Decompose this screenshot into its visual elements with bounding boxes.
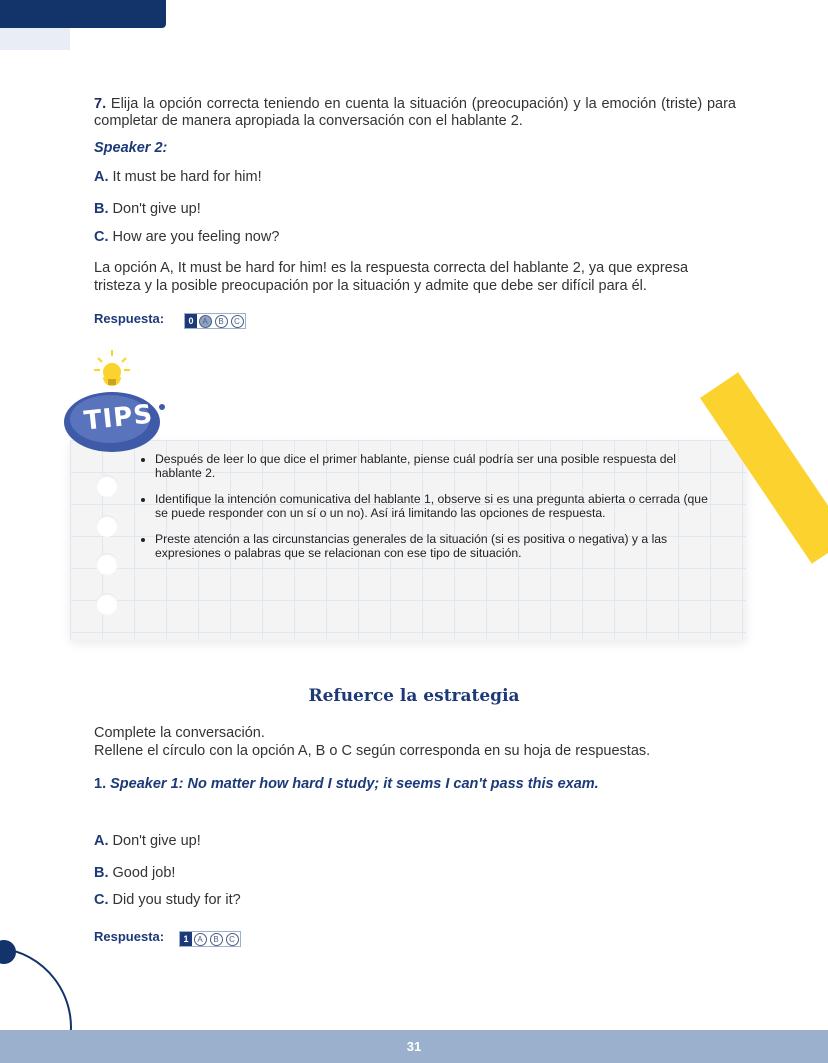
option-text: How are you feeling now? — [112, 229, 280, 245]
tip-item: • Después de leer lo que dice el primer hablante, piense cuál podría ser una posible respuesta del hablante 2. — [155, 452, 715, 480]
option-text: It must be hard for him! — [112, 169, 262, 185]
answer-bubble-b[interactable]: B — [210, 933, 223, 946]
question-7 — [94, 96, 736, 130]
tips-badge-label: TIPS — [82, 399, 155, 437]
option-text: Good job! — [112, 865, 176, 881]
option-letter: A. — [94, 169, 109, 185]
instruction-line: Rellene el círculo con la opción A, B o C según corresponda en su hoja de respuestas. — [94, 743, 651, 759]
option-letter: C. — [94, 229, 109, 245]
paper-hole — [96, 553, 118, 575]
answer-1-label: Respuesta: — [94, 929, 165, 944]
page-number: 31 — [406, 1039, 422, 1054]
answer-7-sheet — [184, 313, 246, 329]
option-text: Don't give up! — [112, 833, 201, 849]
question-1-text: Speaker 1: No matter how hard I study; it seems I can't pass this exam. — [110, 776, 599, 792]
answer-1-sheet — [179, 931, 241, 947]
answer-7-number: 0 — [185, 314, 197, 328]
option-7c — [94, 229, 279, 245]
tip-item: • Preste atención a las circunstancias generales de la situación (si es positiva o negativa) y a las expresiones o palabras que se relacionan con ese tipo de situación. — [155, 532, 715, 560]
question-7-number: 7. — [94, 96, 107, 112]
speaker-2-label: Speaker 2: — [94, 140, 168, 156]
option-1c — [94, 892, 241, 908]
paper-hole — [96, 515, 118, 537]
lightbulb-icon — [92, 348, 138, 388]
question-1-number: 1. — [94, 776, 107, 792]
answer-bubble-c[interactable]: C — [231, 315, 244, 328]
section-title: Refuerce la estrategia — [308, 686, 520, 706]
header-bar-light — [0, 28, 70, 50]
answer-bubble-a[interactable]: A — [194, 933, 207, 946]
answer-7-label: Respuesta: — [94, 311, 165, 326]
option-1b — [94, 865, 175, 881]
tips-list — [130, 452, 715, 572]
option-text: Did you study for it? — [112, 892, 241, 908]
option-7b — [94, 201, 201, 217]
answer-bubble-c[interactable]: C — [226, 933, 239, 946]
paper-hole — [96, 475, 118, 497]
option-7a — [94, 169, 262, 185]
instructions — [94, 724, 650, 760]
paper-hole — [96, 593, 118, 615]
header-bar — [0, 0, 166, 28]
option-letter: B. — [94, 201, 109, 217]
option-1a — [94, 833, 201, 849]
explanation-text: La opción A, It must be hard for him! es la respuesta correcta del hablante 2, ya que expresa tristeza y la posible preocupación por la situación y admite que debe ser difícil para él. — [94, 260, 689, 294]
option-letter: B. — [94, 865, 109, 881]
tips-badge — [62, 377, 166, 455]
option-text: Don't give up! — [112, 201, 201, 217]
question-7-text: Elija la opción correcta teniendo en cuenta la situación (preocupación) y la emoción (triste) para completar de manera apropiada la conversación con el hablante 2. — [94, 96, 736, 129]
option-letter: C. — [94, 892, 109, 908]
tip-item: • Identifique la intención comunicativa del hablante 1, observe si es una pregunta abierta o cerrada (que se puede responder con un sí o un no). Así irá limitando las opciones de respuesta. — [155, 492, 715, 520]
option-letter: A. — [94, 833, 109, 849]
question-1 — [94, 776, 599, 792]
instruction-line: Complete la conversación. — [94, 725, 265, 741]
answer-bubble-a[interactable]: A — [199, 315, 212, 328]
answer-bubble-b[interactable]: B — [215, 315, 228, 328]
answer-1-number: 1 — [180, 932, 192, 946]
